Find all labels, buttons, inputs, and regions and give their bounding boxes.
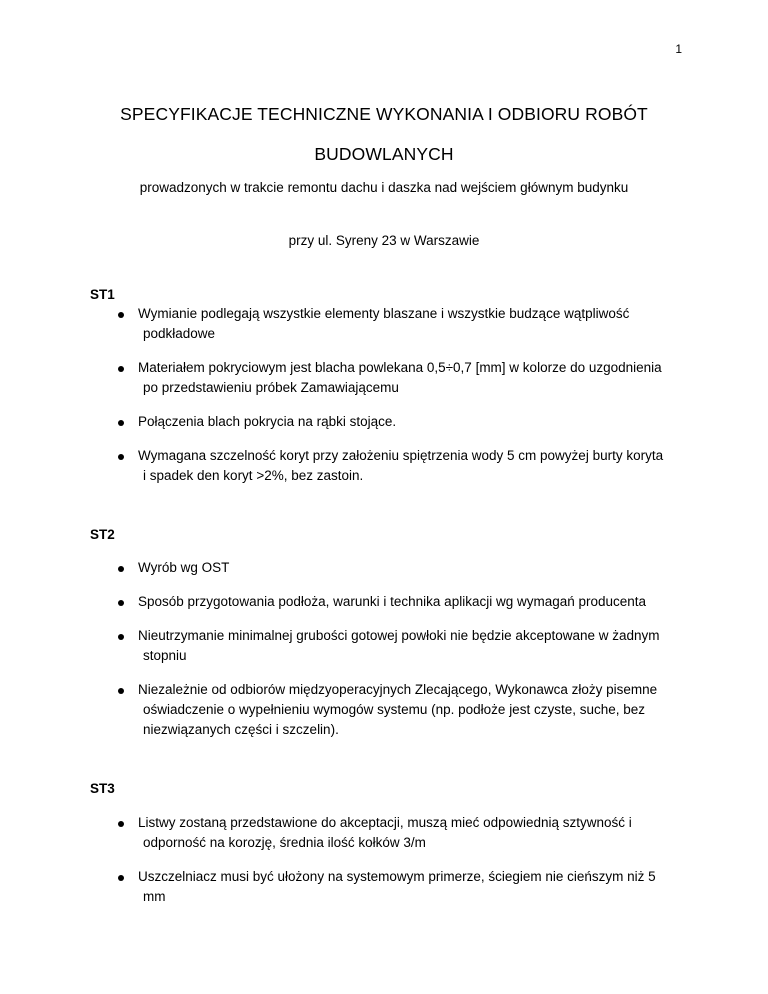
list-item: Listwy zostaną przedstawione do akceptacji, muszą mieć odpowiednią sztywność i odporność na korozję, średnia ilość kołków 3/m (0, 813, 768, 853)
list-item: Połączenia blach pokrycia na rąbki stojące. (0, 412, 768, 432)
subtitle-line-1: prowadzonych w trakcie remontu dachu i daszka nad wejściem głównym budynku (139, 180, 629, 195)
subtitle-line-2: przy ul. Syreny 23 w Warszawie (288, 233, 480, 248)
page-number: 1 (675, 42, 682, 56)
section-heading-st2: ST2 (90, 527, 115, 542)
section-list-st3 (0, 813, 768, 907)
section-heading-st3: ST3 (90, 781, 115, 796)
bullet-icon (118, 821, 124, 827)
bullet-icon (118, 566, 124, 572)
bullet-icon (118, 366, 124, 372)
bullet-icon (118, 688, 124, 694)
list-item: Wyrób wg OST (0, 558, 768, 578)
bullet-icon (118, 454, 124, 460)
bullet-icon (118, 875, 124, 881)
list-item: Sposób przygotowania podłoża, warunki i technika aplikacji wg wymagań producenta (0, 592, 768, 612)
list-item: Wymianie podlegają wszystkie elementy blaszane i wszystkie budzące wątpliwość podkładowe (0, 304, 768, 344)
section-list-st1 (0, 304, 768, 486)
section-list-st2 (0, 558, 768, 740)
list-item: Nieutrzymanie minimalnej grubości gotowej powłoki nie będzie akceptowane w żadnym stopniu (0, 626, 768, 666)
bullet-icon (118, 420, 124, 426)
page-title-line-1: SPECYFIKACJE TECHNICZNE WYKONANIA I ODBIORU ROBÓT (120, 104, 648, 124)
bullet-icon (118, 600, 124, 606)
list-item: Materiałem pokryciowym jest blacha powlekana 0,5÷0,7 [mm] w kolorze do uzgodnienia po przedstawieniu próbek Zamawiającemu (0, 358, 768, 398)
section-heading-st1: ST1 (90, 287, 115, 302)
list-item: Niezależnie od odbiorów międzyoperacyjnych Zlecającego, Wykonawca złoży pisemne oświadczenie o wypełnieniu wymogów systemu (np. podłoże jest czyste, suche, bez niezwiązanych części i szczelin). (0, 680, 768, 740)
list-item: Uszczelniacz musi być ułożony na systemowym primerze, ściegiem nie cieńszym niż 5 mm (0, 867, 768, 907)
list-item: Wymagana szczelność koryt przy założeniu spiętrzenia wody 5 cm powyżej burty koryta i spadek den koryt >2%, bez zastoin. (0, 446, 768, 486)
bullet-icon (118, 312, 124, 318)
bullet-icon (118, 634, 124, 640)
page-title-line-2: BUDOWLANYCH (314, 144, 454, 164)
